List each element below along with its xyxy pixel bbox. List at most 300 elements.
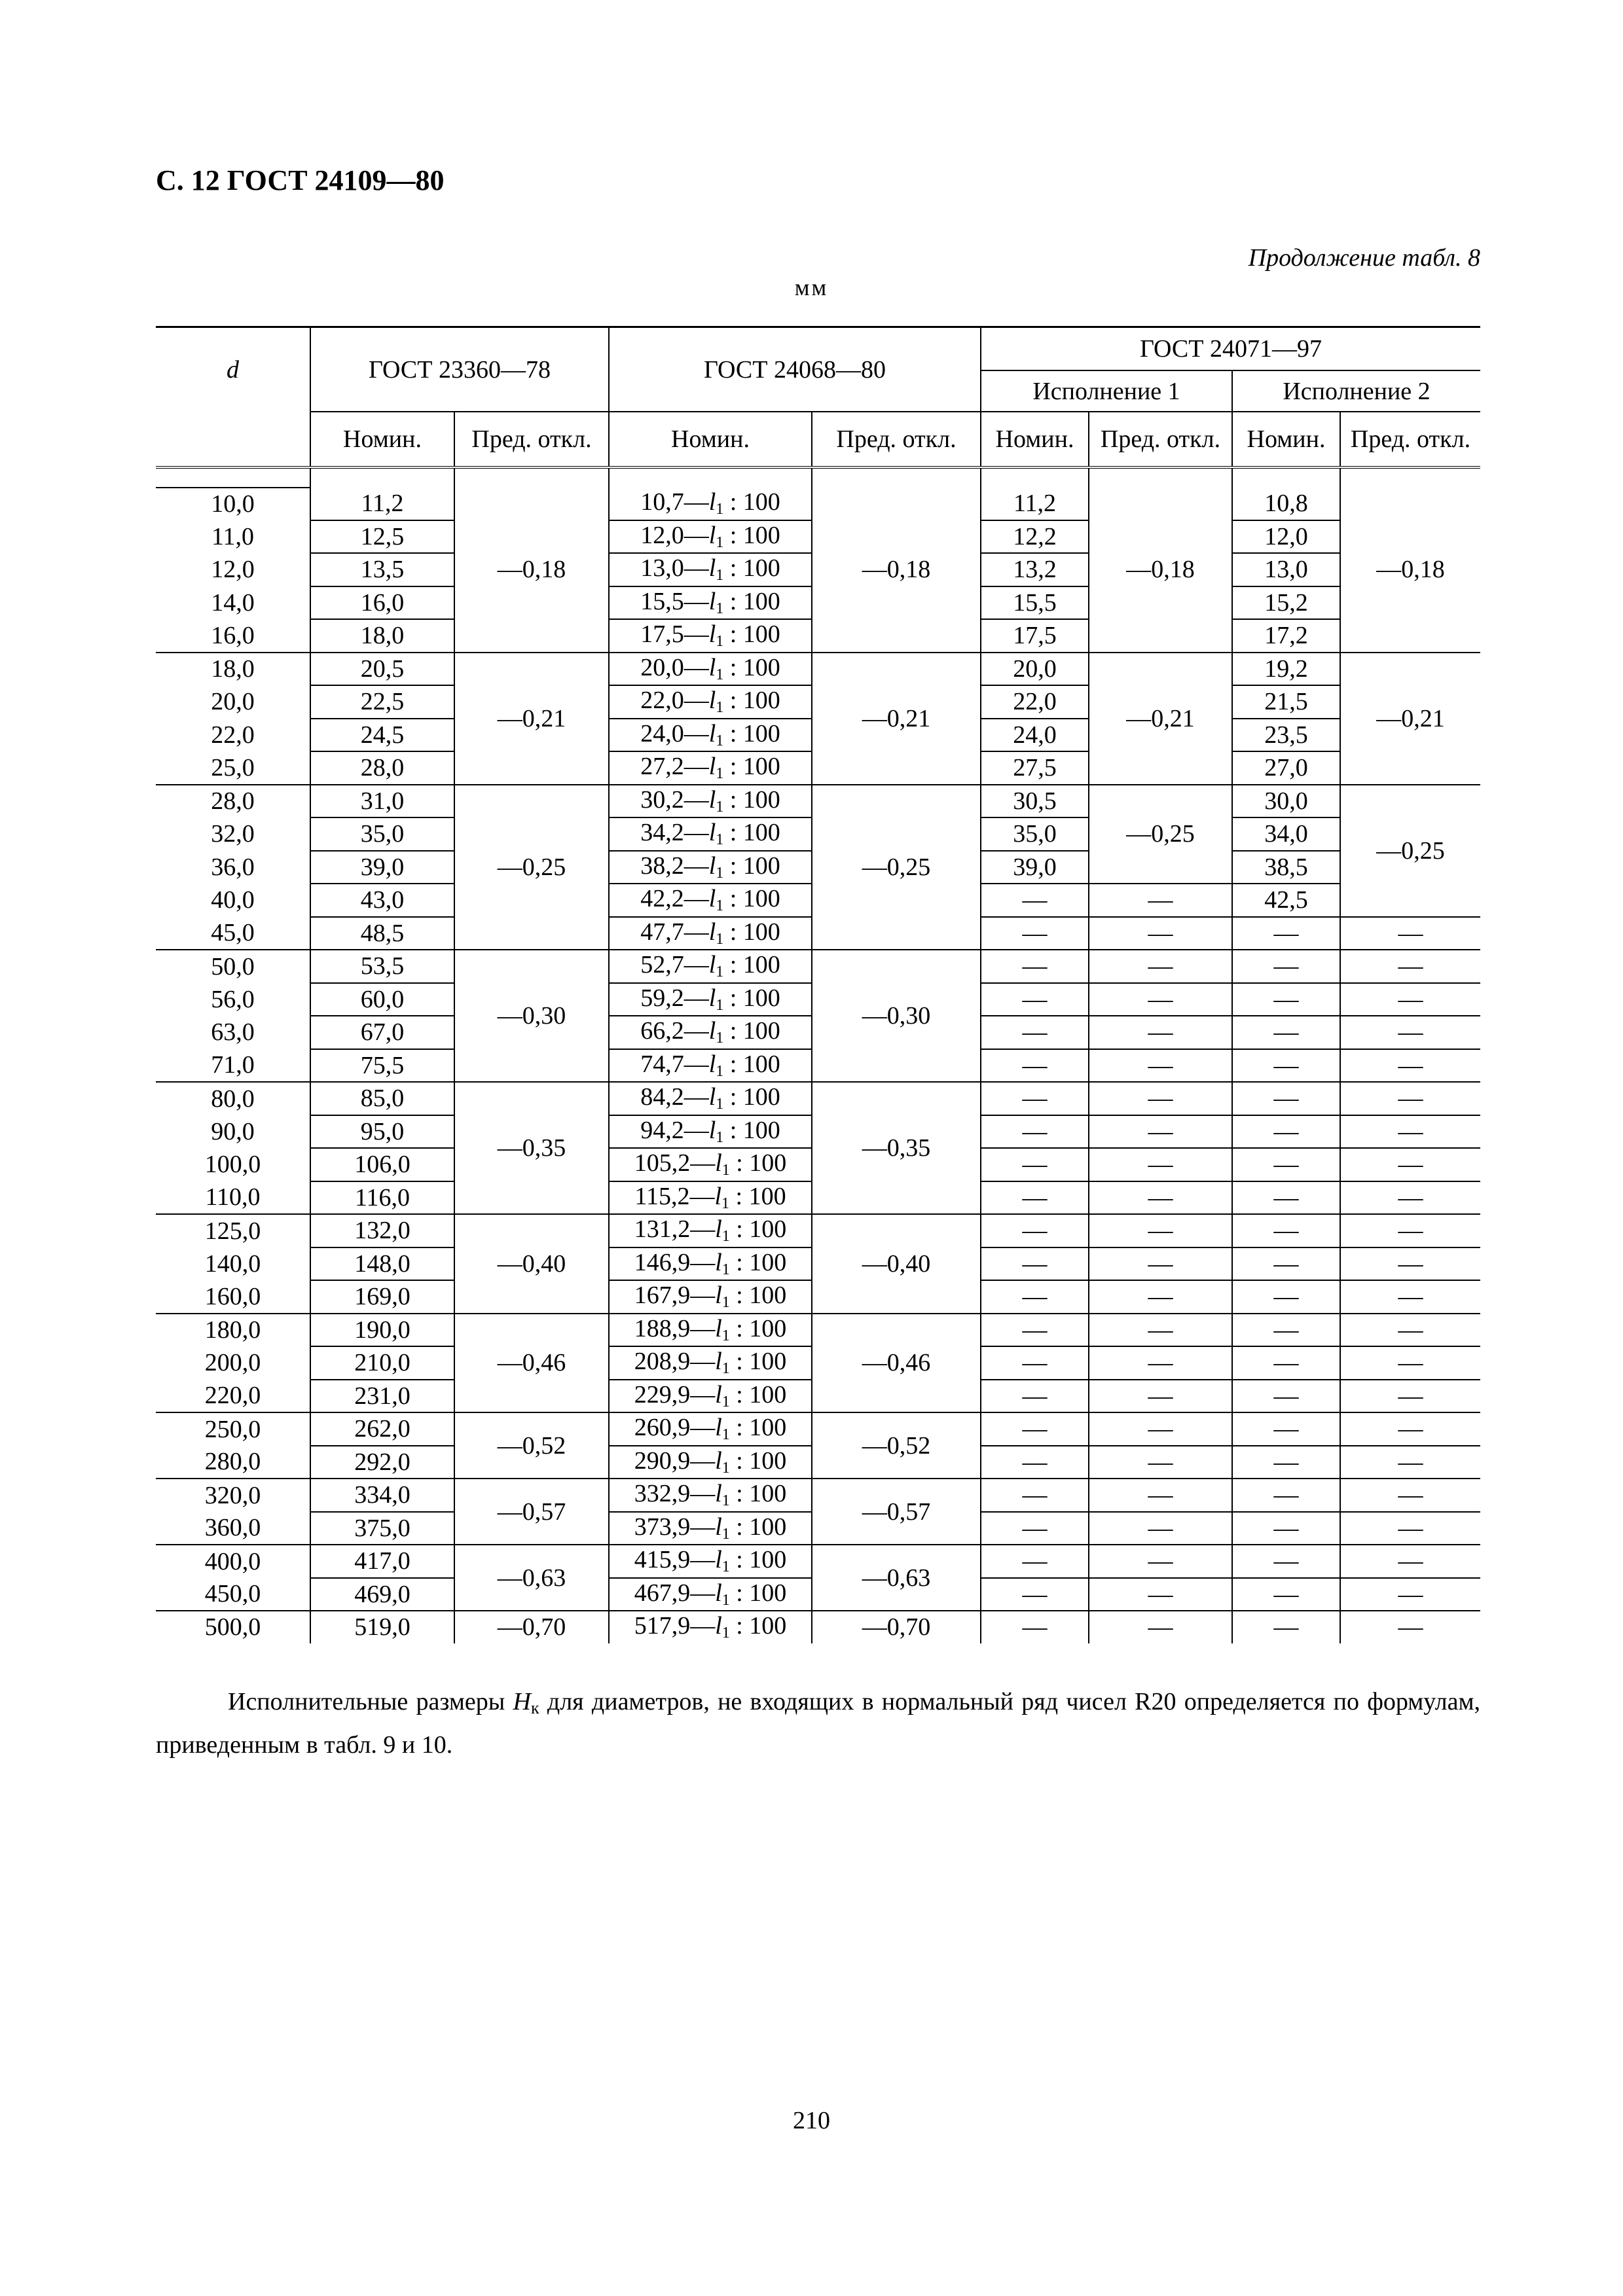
formula-tail: : 100 xyxy=(729,1314,787,1342)
d-cell: 320,0 xyxy=(156,1479,310,1512)
gost24071-v1-nominal-cell: — xyxy=(981,1049,1089,1083)
gost24071-v2-nominal-cell: — xyxy=(1232,983,1340,1016)
gost24071-v2-nominal-cell: 27,0 xyxy=(1232,751,1340,785)
formula-base: 208,9 xyxy=(634,1348,691,1376)
nomin-header: Номин. xyxy=(609,412,812,467)
gost24071-v1-nominal-cell: — xyxy=(981,1247,1089,1281)
gost24071-v1-tolerance-cell: — xyxy=(1089,1346,1232,1380)
gost24068-nominal-cell xyxy=(609,1115,812,1149)
gost24071-v1-nominal-cell: — xyxy=(981,884,1089,917)
formula-subscript: 1 xyxy=(721,1459,730,1477)
formula-subscript: 1 xyxy=(721,1261,730,1278)
gost23360-nominal-cell: 116,0 xyxy=(310,1181,454,1215)
gost24071-v2-nominal-cell: — xyxy=(1232,1479,1340,1512)
gost24071-v1-tolerance-cell: — xyxy=(1089,1578,1232,1611)
formula-tail: : 100 xyxy=(723,785,780,814)
d-cell: 20,0 xyxy=(156,685,310,719)
formula-variable: l xyxy=(708,984,716,1012)
formula-tail: : 100 xyxy=(723,819,780,847)
gost24071-v2-nominal-cell: — xyxy=(1232,1280,1340,1314)
formula-dash: — xyxy=(690,1248,716,1276)
gost24071-v2-nominal-cell: — xyxy=(1232,1545,1340,1578)
gost24071-v1-tolerance-cell: — xyxy=(1089,1082,1232,1115)
nomin-header: Номин. xyxy=(310,412,454,467)
gost24071-v2-nominal-cell: — xyxy=(1232,1380,1340,1413)
formula-dash: — xyxy=(684,951,709,979)
gost24071-v1-nominal-cell: 20,0 xyxy=(981,653,1089,686)
formula-dash: — xyxy=(684,1050,709,1078)
pred-otkl-header: Пред. откл. xyxy=(812,412,981,467)
gost23360-nominal-cell: 375,0 xyxy=(310,1512,454,1545)
gost23360-nominal-cell: 20,5 xyxy=(310,653,454,686)
table-row xyxy=(156,1479,1480,1512)
d-cell: 280,0 xyxy=(156,1446,310,1479)
formula-base: 467,9 xyxy=(634,1579,691,1607)
gost24071-v2-tolerance-cell: — xyxy=(1340,1082,1480,1115)
gost24068-nominal-cell xyxy=(609,520,812,554)
gost23360-tolerance-cell: —0,30 xyxy=(454,950,609,1082)
gost24068-nominal-cell xyxy=(609,1479,812,1512)
gost23360-nominal-cell: 95,0 xyxy=(310,1115,454,1149)
gost24071-v1-nominal-cell: — xyxy=(981,1545,1089,1578)
gost23360-nominal-cell: 18,0 xyxy=(310,619,454,653)
gost24068-tolerance-cell: —0,18 xyxy=(812,488,981,653)
gost23360-nominal-cell: 67,0 xyxy=(310,1016,454,1049)
d-cell: 63,0 xyxy=(156,1016,310,1049)
formula-dash: — xyxy=(690,1446,716,1475)
gost23360-nominal-cell: 24,5 xyxy=(310,719,454,752)
gost24071-v1-tolerance-cell: — xyxy=(1089,1148,1232,1181)
formula-dash: — xyxy=(684,653,709,681)
gost23360-nominal-cell: 190,0 xyxy=(310,1314,454,1347)
formula-variable: l xyxy=(708,687,716,715)
d-cell: 110,0 xyxy=(156,1181,310,1215)
formula-variable: l xyxy=(715,1314,722,1342)
formula-variable: l xyxy=(715,1380,722,1408)
formula-subscript: 1 xyxy=(716,798,724,816)
gost23360-nominal-cell: 169,0 xyxy=(310,1280,454,1314)
gost24071-v1-nominal-cell: 15,5 xyxy=(981,586,1089,620)
formula-base: 415,9 xyxy=(634,1546,691,1574)
gost24071-v1-tolerance-cell: —0,25 xyxy=(1089,785,1232,884)
formula-tail: : 100 xyxy=(723,488,780,516)
formula-dash: — xyxy=(689,1182,715,1210)
gost24071-v2-nominal-cell: 21,5 xyxy=(1232,685,1340,719)
formula-subscript: 1 xyxy=(716,567,724,584)
gost24071-v2-tolerance-cell: — xyxy=(1340,1314,1480,1347)
formula-base: 94,2 xyxy=(640,1116,684,1144)
formula-subscript: 1 xyxy=(721,1162,730,1179)
gost24071-v1-nominal-cell: — xyxy=(981,1082,1089,1115)
formula-subscript: 1 xyxy=(721,1327,730,1344)
gost24071-v1-tolerance-cell: — xyxy=(1089,1280,1232,1314)
table-row xyxy=(156,1214,1480,1247)
gost23360-nominal-cell: 48,5 xyxy=(310,917,454,950)
gost24068-nominal-cell xyxy=(609,1280,812,1314)
gost24071-v1-nominal-cell: — xyxy=(981,1512,1089,1545)
gost24068-tolerance-cell: —0,46 xyxy=(812,1314,981,1413)
gost24068-nominal-cell xyxy=(609,1214,812,1247)
gost24071-v1-tolerance-cell: — xyxy=(1089,884,1232,917)
gost23360-nominal-cell: 31,0 xyxy=(310,785,454,818)
gost24071-v2-nominal-cell: — xyxy=(1232,1346,1340,1380)
gost24071-v2-nominal-cell: — xyxy=(1232,1214,1340,1247)
gost-24071-header: ГОСТ 24071—97 xyxy=(981,327,1480,371)
formula-tail: : 100 xyxy=(723,1050,780,1078)
formula-base: 373,9 xyxy=(634,1513,691,1541)
gost24068-nominal-cell xyxy=(609,1247,812,1281)
gost23360-nominal-cell: 469,0 xyxy=(310,1578,454,1611)
d-cell: 16,0 xyxy=(156,619,310,653)
formula-subscript: 1 xyxy=(716,1030,724,1047)
gost24071-v2-nominal-cell: — xyxy=(1232,1578,1340,1611)
gost24071-v1-tolerance-cell: — xyxy=(1089,1115,1232,1149)
gost24071-v2-nominal-cell: — xyxy=(1232,1082,1340,1115)
gost24071-v2-nominal-cell: — xyxy=(1232,1181,1340,1215)
formula-tail: : 100 xyxy=(729,1149,787,1177)
formula-subscript: 1 xyxy=(721,1492,730,1510)
formula-subscript: 1 xyxy=(721,1294,730,1312)
gost24068-tolerance-cell: —0,52 xyxy=(812,1412,981,1479)
gost24071-v1-nominal-cell: — xyxy=(981,1314,1089,1347)
note-text-start: Исполнительные размеры xyxy=(228,1688,513,1715)
page-number: 210 xyxy=(793,2107,830,2134)
formula-base: 20,0 xyxy=(640,653,684,681)
formula-subscript: 1 xyxy=(716,765,724,783)
formula-variable: l xyxy=(708,1083,716,1111)
gost24071-v1-nominal-cell: — xyxy=(981,1412,1089,1446)
d-cell: 360,0 xyxy=(156,1512,310,1545)
gost24071-v2-nominal-cell: 30,0 xyxy=(1232,785,1340,818)
formula-subscript: 1 xyxy=(716,501,724,518)
gost24071-v1-tolerance-cell: — xyxy=(1089,1049,1232,1083)
formula-variable: l xyxy=(708,785,716,814)
gost24071-v2-tolerance-cell: — xyxy=(1340,1049,1480,1083)
gost24071-v1-nominal-cell: — xyxy=(981,1446,1089,1479)
gost24068-nominal-cell xyxy=(609,1446,812,1479)
gost24068-nominal-cell xyxy=(609,751,812,785)
gost24071-v1-nominal-cell: — xyxy=(981,1479,1089,1512)
formula-tail: : 100 xyxy=(723,653,780,681)
formula-subscript: 1 xyxy=(716,930,724,948)
formula-subscript: 1 xyxy=(721,1426,730,1444)
formula-subscript: 1 xyxy=(716,1062,724,1080)
d-cell: 50,0 xyxy=(156,950,310,983)
gost23360-nominal-cell: 28,0 xyxy=(310,751,454,785)
d-cell: 10,0 xyxy=(156,488,310,520)
table-continuation-label: Продолжение табл. 8 xyxy=(1248,244,1480,272)
gost24068-nominal-cell xyxy=(609,851,812,884)
formula-tail: : 100 xyxy=(723,1017,780,1045)
gost24068-nominal-cell xyxy=(609,1545,812,1578)
gost24068-nominal-cell xyxy=(609,950,812,983)
gost23360-nominal-cell: 132,0 xyxy=(310,1214,454,1247)
gost23360-tolerance-cell: —0,46 xyxy=(454,1314,609,1413)
gost24071-v2-tolerance-cell: — xyxy=(1340,1016,1480,1049)
formula-tail: : 100 xyxy=(729,1414,787,1442)
footnote xyxy=(156,1683,1480,1763)
formula-base: 167,9 xyxy=(634,1282,691,1310)
gost23360-nominal-cell: 43,0 xyxy=(310,884,454,917)
formula-base: 52,7 xyxy=(640,951,684,979)
gost24071-v2-tolerance-cell: — xyxy=(1340,1446,1480,1479)
gost24068-nominal-cell xyxy=(609,1578,812,1611)
formula-base: 290,9 xyxy=(634,1446,691,1475)
gost24071-v1-tolerance-cell: — xyxy=(1089,1446,1232,1479)
formula-tail: : 100 xyxy=(729,1546,787,1574)
gost24071-v1-nominal-cell: — xyxy=(981,1380,1089,1413)
gost24071-v2-nominal-cell: — xyxy=(1232,1049,1340,1083)
formula-variable: l xyxy=(708,719,716,747)
gost24071-v1-nominal-cell: — xyxy=(981,1214,1089,1247)
formula-subscript: 1 xyxy=(721,1558,730,1576)
formula-subscript: 1 xyxy=(721,1624,730,1642)
formula-base: 229,9 xyxy=(634,1380,691,1408)
formula-dash: — xyxy=(684,554,709,583)
gost23360-tolerance-cell: —0,70 xyxy=(454,1611,609,1643)
gost24071-v2-nominal-cell: — xyxy=(1232,1611,1340,1643)
formula-variable: l xyxy=(708,1050,716,1078)
gost24068-nominal-cell xyxy=(609,685,812,719)
gost24068-nominal-cell xyxy=(609,1016,812,1049)
gost24071-v1-nominal-cell: — xyxy=(981,1016,1089,1049)
formula-dash: — xyxy=(690,1414,716,1442)
formula-base: 66,2 xyxy=(640,1017,684,1045)
formula-subscript: 1 xyxy=(716,699,724,717)
gost24068-nominal-cell xyxy=(609,917,812,950)
formula-dash: — xyxy=(690,1513,716,1541)
table-row xyxy=(156,1611,1480,1643)
gost24071-v1-nominal-cell: — xyxy=(981,950,1089,983)
gost24071-v2-nominal-cell: 13,0 xyxy=(1232,553,1340,586)
nomin-header: Номин. xyxy=(981,412,1089,467)
formula-dash: — xyxy=(690,1282,716,1310)
formula-base: 17,5 xyxy=(640,620,684,649)
formula-tail: : 100 xyxy=(723,753,780,781)
gost24071-v1-nominal-cell: 24,0 xyxy=(981,719,1089,752)
d-cell: 22,0 xyxy=(156,719,310,752)
formula-dash: — xyxy=(684,885,709,913)
gost23360-nominal-cell: 85,0 xyxy=(310,1082,454,1115)
gost24071-v2-nominal-cell: — xyxy=(1232,1512,1340,1545)
gost23360-nominal-cell: 39,0 xyxy=(310,851,454,884)
gost24071-v2-tolerance-cell: — xyxy=(1340,1380,1480,1413)
formula-subscript: 1 xyxy=(716,831,724,849)
gost24068-nominal-cell xyxy=(609,619,812,653)
formula-base: 105,2 xyxy=(634,1149,691,1177)
formula-tail: : 100 xyxy=(723,1116,780,1144)
gost24071-v1-tolerance-cell: — xyxy=(1089,1181,1232,1215)
gost24071-v1-tolerance-cell: — xyxy=(1089,1016,1232,1049)
formula-dash: — xyxy=(684,587,709,615)
gost24071-v2-nominal-cell: 10,8 xyxy=(1232,488,1340,520)
formula-tail: : 100 xyxy=(729,1248,787,1276)
gost24071-v2-tolerance-cell: — xyxy=(1340,917,1480,950)
formula-variable: l xyxy=(715,1348,722,1376)
gost24071-v1-tolerance-cell: — xyxy=(1089,1611,1232,1643)
d-cell: 125,0 xyxy=(156,1214,310,1247)
d-cell: 14,0 xyxy=(156,586,310,620)
formula-base: 59,2 xyxy=(640,984,684,1012)
gost24068-nominal-cell xyxy=(609,1314,812,1347)
table-row xyxy=(156,785,1480,818)
d-cell: 40,0 xyxy=(156,884,310,917)
formula-base: 10,7 xyxy=(640,488,684,516)
formula-variable: l xyxy=(715,1248,722,1276)
gost24071-v1-tolerance-cell: — xyxy=(1089,1214,1232,1247)
formula-base: 42,2 xyxy=(640,885,684,913)
gost24068-nominal-cell xyxy=(609,1346,812,1380)
formula-variable: l xyxy=(708,1116,716,1144)
formula-variable: l xyxy=(715,1612,722,1640)
formula-variable: l xyxy=(708,1017,716,1045)
formula-dash: — xyxy=(690,1149,716,1177)
formula-tail: : 100 xyxy=(729,1182,786,1210)
formula-subscript: 1 xyxy=(721,1194,730,1212)
formula-variable: l xyxy=(708,819,716,847)
gost24071-v2-nominal-cell: 38,5 xyxy=(1232,851,1340,884)
gost23360-nominal-cell: 13,5 xyxy=(310,553,454,586)
d-cell: 140,0 xyxy=(156,1247,310,1281)
formula-tail: : 100 xyxy=(723,984,780,1012)
gost24068-tolerance-cell: —0,40 xyxy=(812,1214,981,1314)
gost24071-v2-tolerance-cell: — xyxy=(1340,1578,1480,1611)
formula-dash: — xyxy=(684,819,709,847)
table-row xyxy=(156,1314,1480,1347)
formula-dash: — xyxy=(684,753,709,781)
formula-dash: — xyxy=(684,1116,709,1144)
gost24071-v1-tolerance-cell: —0,21 xyxy=(1089,653,1232,785)
gost23360-nominal-cell: 60,0 xyxy=(310,983,454,1016)
gost24071-v1-nominal-cell: 22,0 xyxy=(981,685,1089,719)
gost24071-v2-nominal-cell: 34,0 xyxy=(1232,817,1340,851)
formula-base: 15,5 xyxy=(640,587,684,615)
gost24071-v2-tolerance-cell: — xyxy=(1340,1214,1480,1247)
d-cell: 180,0 xyxy=(156,1314,310,1347)
formula-tail: : 100 xyxy=(729,1612,787,1640)
gost24071-v1-tolerance-cell: — xyxy=(1089,1314,1232,1347)
formula-dash: — xyxy=(684,620,709,649)
gost23360-nominal-cell: 75,5 xyxy=(310,1049,454,1083)
gost24071-v1-tolerance-cell: — xyxy=(1089,950,1232,983)
d-cell: 100,0 xyxy=(156,1148,310,1181)
gost23360-nominal-cell: 35,0 xyxy=(310,817,454,851)
formula-base: 38,2 xyxy=(640,852,684,880)
formula-dash: — xyxy=(684,984,709,1012)
formula-tail: : 100 xyxy=(723,687,780,715)
formula-dash: — xyxy=(684,719,709,747)
formula-variable: l xyxy=(708,554,716,583)
gost23360-nominal-cell: 292,0 xyxy=(310,1446,454,1479)
formula-dash: — xyxy=(690,1480,716,1508)
gost24071-v2-nominal-cell: — xyxy=(1232,917,1340,950)
formula-dash: — xyxy=(690,1546,716,1574)
formula-variable: l xyxy=(715,1282,722,1310)
gost24068-nominal-cell xyxy=(609,553,812,586)
gost24071-v2-nominal-cell: — xyxy=(1232,1148,1340,1181)
gost24071-v2-tolerance-cell: —0,18 xyxy=(1340,488,1480,653)
gost23360-nominal-cell: 519,0 xyxy=(310,1611,454,1643)
gost24071-v2-tolerance-cell: — xyxy=(1340,1115,1480,1149)
gost23360-nominal-cell: 16,0 xyxy=(310,586,454,620)
formula-tail: : 100 xyxy=(723,852,780,880)
formula-dash: — xyxy=(684,852,709,880)
ispolnenie-1-header: Исполнение 1 xyxy=(981,370,1232,412)
gost24071-v1-nominal-cell: 11,2 xyxy=(981,488,1089,520)
formula-base: 84,2 xyxy=(640,1083,684,1111)
gost23360-nominal-cell: 53,5 xyxy=(310,950,454,983)
gost24071-v1-nominal-cell: — xyxy=(981,917,1089,950)
formula-tail: : 100 xyxy=(729,1215,787,1244)
gost24068-tolerance-cell: —0,63 xyxy=(812,1545,981,1611)
formula-tail: : 100 xyxy=(723,1083,780,1111)
formula-variable: l xyxy=(715,1513,722,1541)
formula-base: 146,9 xyxy=(634,1248,691,1276)
gost24071-v1-nominal-cell: — xyxy=(981,1115,1089,1149)
gost24068-nominal-cell xyxy=(609,1049,812,1083)
formula-dash: — xyxy=(690,1314,716,1342)
gost24071-v2-tolerance-cell: — xyxy=(1340,1148,1480,1181)
d-cell: 250,0 xyxy=(156,1412,310,1446)
formula-tail: : 100 xyxy=(723,719,780,747)
note-variable-subscript: к xyxy=(531,1698,539,1717)
formula-base: 30,2 xyxy=(640,785,684,814)
gost23360-nominal-cell: 334,0 xyxy=(310,1479,454,1512)
formula-variable: l xyxy=(708,918,716,946)
unit-label: мм xyxy=(794,274,829,300)
table-row xyxy=(156,950,1480,983)
formula-base: 188,9 xyxy=(634,1314,691,1342)
gost24071-v2-tolerance-cell: — xyxy=(1398,1613,1423,1641)
formula-tail: : 100 xyxy=(729,1380,787,1408)
d-cell: 500,0 xyxy=(156,1611,310,1643)
formula-tail: : 100 xyxy=(729,1579,787,1607)
gost24071-v2-nominal-cell: — xyxy=(1232,1412,1340,1446)
gost24068-nominal-cell xyxy=(609,719,812,752)
gost24068-nominal-cell xyxy=(609,1412,812,1446)
gost24071-v2-nominal-cell: — xyxy=(1232,1314,1340,1347)
gost24071-v1-nominal-cell: 17,5 xyxy=(981,619,1089,653)
formula-subscript: 1 xyxy=(716,600,724,617)
gost24068-nominal-cell xyxy=(609,1380,812,1413)
formula-base: 12,0 xyxy=(640,521,684,549)
gost24068-nominal-cell xyxy=(609,817,812,851)
gost23360-tolerance-cell: —0,40 xyxy=(454,1214,609,1314)
formula-variable: l xyxy=(715,1480,722,1508)
formula-dash: — xyxy=(684,488,709,516)
page-header: С. 12 ГОСТ 24109—80 xyxy=(156,164,445,196)
formula-dash: — xyxy=(684,1083,709,1111)
table-row xyxy=(156,1545,1480,1578)
gost23360-nominal-cell: 22,5 xyxy=(310,685,454,719)
d-cell: 56,0 xyxy=(156,983,310,1016)
ispolnenie-2-header: Исполнение 2 xyxy=(1232,370,1480,412)
formula-tail: : 100 xyxy=(723,885,780,913)
d-cell: 28,0 xyxy=(156,785,310,818)
gost24071-v1-nominal-cell: — xyxy=(981,983,1089,1016)
gost24071-v2-tolerance-cell: — xyxy=(1340,1479,1480,1512)
formula-base: 24,0 xyxy=(640,719,684,747)
gost24071-v2-nominal-cell: — xyxy=(1232,1446,1340,1479)
gost23360-tolerance-cell: —0,21 xyxy=(454,653,609,785)
formula-tail: : 100 xyxy=(723,918,780,946)
d-cell: 12,0 xyxy=(156,553,310,586)
gost24071-v2-nominal-cell: 17,2 xyxy=(1232,619,1340,653)
gost23360-nominal-cell: 231,0 xyxy=(310,1380,454,1413)
formula-subscript: 1 xyxy=(721,1360,730,1378)
formula-tail: : 100 xyxy=(723,521,780,549)
formula-variable: l xyxy=(708,951,716,979)
